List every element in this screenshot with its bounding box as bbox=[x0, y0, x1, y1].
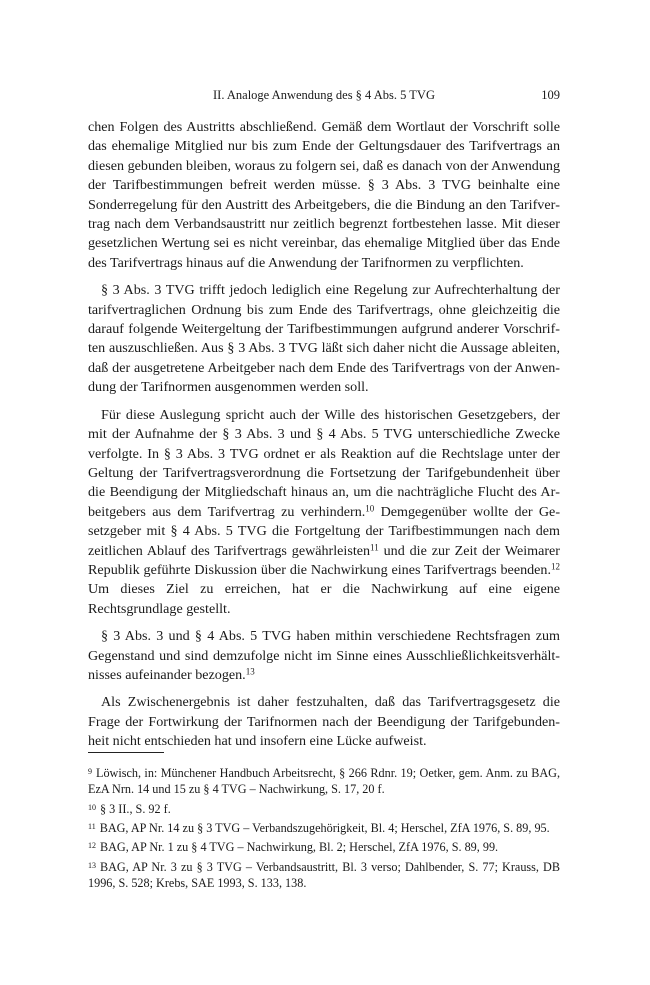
text-run: Als Zwischenergebnis ist daher festzuhalten, daß das Tarifvertragsgesetz die Frage der Fortwirkung der Tarifnormen nach der Beendigung der Tarifgebundenheit nicht entschieden hat und insofern eine Lücke aufweist. bbox=[88, 694, 560, 750]
footnote-ref[interactable]: 12 bbox=[551, 561, 560, 572]
text-run: Für diese Auslegung spricht auch der Wille des historischen Gesetzgebers, der mit der Aufnahme der § 3 Abs. 3 und § 4 Abs. 5 TVG unterschiedliche Zwecke verfolgte. In § 3 Abs. 3 TVG ordnet er als Reaktion auf die Rechtslage unter der Geltung der Tarifvertragsverordnung die Fortsetzung der Tarifgebundenheit über die Beendigung der Mitgliedschaft hinaus an, um die nachträgliche Flucht des Arbeitgebers aus dem Tarifvertrag zu verhindern. bbox=[88, 406, 560, 520]
paragraph bbox=[88, 627, 560, 685]
text-run: Um dieses Ziel zu erreichen, hat er die Nachwirkung auf eine eigene Rechtsgrundlage gestellt. bbox=[88, 581, 560, 617]
footnote-text: § 3 II., S. 92 f. bbox=[100, 801, 171, 816]
footnote-text: Löwisch, in: Münchener Handbuch Arbeitsrecht, § 266 Rdnr. 19; Oetker, gem. Anm. zu BAG, EzA Nrn. 14 und 15 zu § 4 TVG – Nachwirkung, S. 17, 20 f. bbox=[88, 765, 560, 797]
footnote bbox=[88, 819, 560, 836]
footnote-ref[interactable]: 13 bbox=[245, 666, 255, 677]
footnote-text: BAG, AP Nr. 3 zu § 3 TVG – Verbandsaustritt, Bl. 3 verso; Dahlbender, S. 77; Krauss, DB 1996, S. 528; Krebs, SAE 1993, S. 133, 138. bbox=[88, 859, 560, 890]
footnote-number: 12 bbox=[88, 841, 96, 851]
footnote bbox=[88, 764, 560, 798]
text-run: und die zur Zeit der Weimarer Republik geführte Diskussion über die Nachwirkung eines Tarifvertrags beenden. bbox=[88, 542, 561, 578]
footnote bbox=[88, 858, 560, 892]
footnote-separator bbox=[88, 752, 164, 753]
page-number: 109 bbox=[541, 88, 560, 102]
paragraph bbox=[88, 693, 560, 751]
paragraph bbox=[88, 118, 560, 273]
running-title: II. Analoge Anwendung des § 4 Abs. 5 TVG bbox=[213, 88, 435, 102]
footnote-ref[interactable]: 11 bbox=[370, 542, 379, 553]
text-run: chen Folgen des Austritts abschließend. Gemäß dem Wortlaut der Vorschrift solle das ehemalige Mitglied nur bis zum Ende der Geltungsdauer des Tarifvertrags an diesen gebunden bleiben, woraus zu folgern sei, daß es danach von der Anwendung der Tarifbestimmungen befreit werden müsse. § 3 Abs. 3 TVG beinhalte eine Sonderregelung für den Austritt des Arbeitgebers, die die Bindung an den Tarifvertrag nach dem Verbandsaustritt nur zeitlich begrenzt fortbestehen lasse. Mit dieser gesetzlichen Wertung sei es nicht vereinbar, das ehemalige Mitglied über das Ende des Tarifvertrags hinaus auf die Anwendung der Tarifnormen zu verpflichten. bbox=[88, 119, 560, 271]
footnote-text: BAG, AP Nr. 1 zu § 4 TVG – Nachwirkung, Bl. 2; Herschel, ZfA 1976, S. 89, 99. bbox=[100, 840, 499, 855]
footnote-number: 11 bbox=[88, 822, 96, 832]
text-run: § 3 Abs. 3 und § 4 Abs. 5 TVG haben mithin verschiedene Rechtsfragen zum Gegenstand und sind demzufolge nicht im Sinne eines Ausschließlichkeitsverhältnisses aufeinander bezogen. bbox=[88, 628, 560, 683]
footnote bbox=[88, 800, 560, 817]
footnotes bbox=[88, 764, 560, 893]
paragraph bbox=[88, 281, 560, 397]
footnote-number: 9 bbox=[88, 767, 92, 776]
footnote-number: 10 bbox=[88, 802, 96, 812]
footnote-text: BAG, AP Nr. 14 zu § 3 TVG – Verbandszugehörigkeit, Bl. 4; Herschel, ZfA 1976, S. 89, 95. bbox=[99, 820, 550, 835]
main-text bbox=[88, 118, 560, 752]
footnote bbox=[88, 838, 560, 855]
paragraph bbox=[88, 406, 560, 619]
running-header bbox=[88, 88, 560, 108]
footnote-ref[interactable]: 10 bbox=[365, 503, 375, 514]
text-run: Demgegenüber wollte der Gesetzgeber mit § 4 Abs. 5 TVG die Fortgeltung der Tarifbestimmungen nach dem zeitlichen Ablauf des Tarifvertrags gewährleisten bbox=[88, 503, 561, 559]
book-page bbox=[88, 88, 561, 890]
text-run: § 3 Abs. 3 TVG trifft jedoch lediglich eine Regelung zur Aufrechterhaltung der tarifvertraglichen Ordnung bis zum Ende des Tarifvertrags, ohne gleichzeitig die darauf folgende Weitergeltung der Tarifbestimmungen aufgrund anderer Vorschriften auszuschließen. Aus § 3 Abs. 3 TVG läßt sich daher nicht die Aussage ableiten, daß der ausgetretene Arbeitgeber nach dem Ende des Tarifvertrags von der Anwendung der Tarifnormen ausgenommen werden soll. bbox=[88, 282, 560, 396]
footnote-number: 13 bbox=[88, 860, 96, 870]
